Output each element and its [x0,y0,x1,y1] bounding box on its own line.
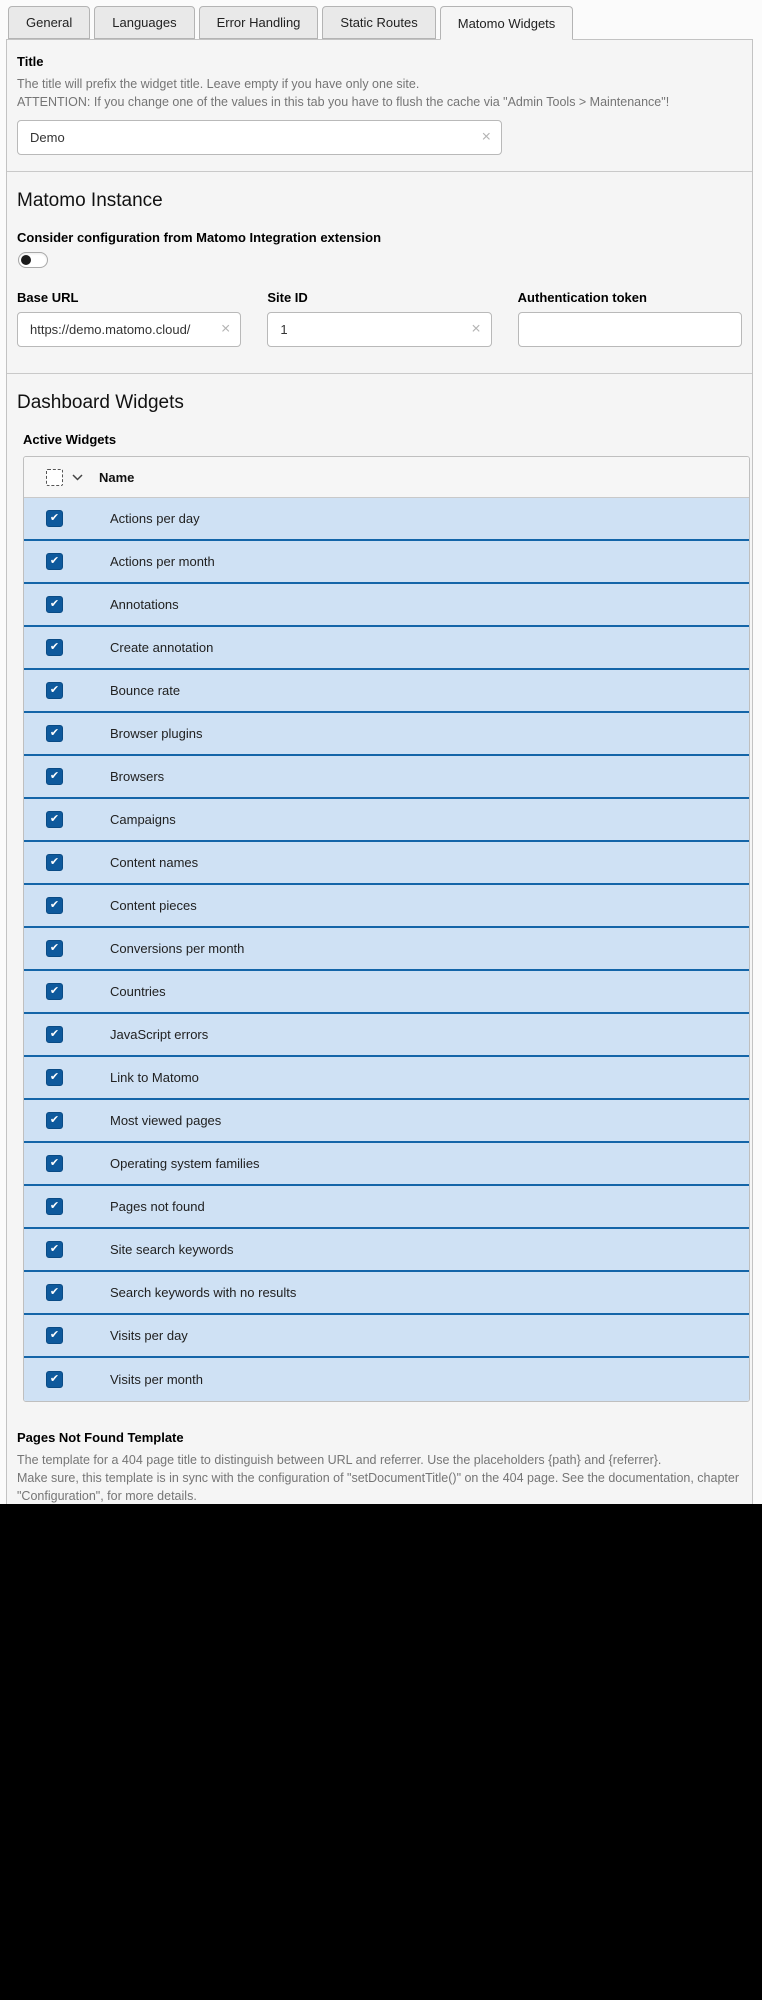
select-all-checkbox[interactable] [46,469,63,486]
checked-checkbox-icon[interactable]: ✔ [46,1371,63,1388]
tab-languages[interactable]: Languages [94,6,194,39]
widget-name: Content names [110,855,199,870]
widget-name: Pages not found [110,1199,205,1214]
auth-token-input[interactable] [518,312,742,347]
widget-name: Browser plugins [110,726,203,741]
tab-matomo-widgets[interactable]: Matomo Widgets [440,6,574,40]
widget-name: Countries [110,984,166,999]
widget-row[interactable] [24,885,749,928]
widget-row[interactable] [24,713,749,756]
base-url-field [17,290,241,347]
checked-checkbox-icon[interactable]: ✔ [46,1284,63,1301]
widget-name: Link to Matomo [110,1070,199,1085]
tab-error-handling[interactable]: Error Handling [199,6,319,39]
site-id-label: Site ID [267,290,308,305]
widget-row[interactable] [24,971,749,1014]
toggle-knob [21,255,31,265]
checked-checkbox-icon[interactable]: ✔ [46,510,63,527]
widget-row[interactable] [24,498,749,541]
checked-checkbox-icon[interactable]: ✔ [46,811,63,828]
checked-checkbox-icon[interactable]: ✔ [46,1112,63,1129]
widget-row[interactable] [24,799,749,842]
checked-checkbox-icon[interactable]: ✔ [46,854,63,871]
pnf-description-line2: Make sure, this template is in sync with the configuration of "setDocumentTitle()" on the 404 page. See the documentation, chapter [17,1471,739,1485]
widget-row[interactable] [24,584,749,627]
title-description-line2: ATTENTION: If you change one of the values in this tab you have to flush the cache via "Admin Tools > Maintenance"! [17,95,670,109]
widget-name: Create annotation [110,640,214,655]
widget-name: Bounce rate [110,683,181,698]
checked-checkbox-icon[interactable]: ✔ [46,768,63,785]
checked-checkbox-icon[interactable]: ✔ [46,983,63,1000]
checked-checkbox-icon[interactable]: ✔ [46,1327,63,1344]
checked-checkbox-icon[interactable]: ✔ [46,1069,63,1086]
pages-not-found-block [17,1430,742,1504]
widget-name: Most viewed pages [110,1113,222,1128]
checked-checkbox-icon[interactable]: ✔ [46,639,63,656]
dashboard-widgets-section [7,373,752,1504]
widget-name: Search keywords with no results [110,1285,297,1300]
pages-not-found-label: Pages Not Found Template [17,1430,184,1445]
widget-name: Visits per day [110,1328,188,1343]
widget-row[interactable] [24,1143,749,1186]
checked-checkbox-icon[interactable]: ✔ [46,1198,63,1215]
checked-checkbox-icon[interactable]: ✔ [46,596,63,613]
title-input[interactable] [17,120,502,155]
widget-row[interactable] [24,1358,749,1401]
widget-row[interactable] [24,928,749,971]
matomo-instance-heading: Matomo Instance [17,190,163,211]
widget-row[interactable] [24,842,749,885]
widget-name: Site search keywords [110,1242,234,1257]
active-widgets-table [23,456,750,1402]
widget-name: Content pieces [110,898,197,913]
base-url-label: Base URL [17,290,79,305]
widget-row[interactable] [24,1057,749,1100]
tab-general[interactable]: General [8,6,90,39]
widgets-table-body [24,498,749,1401]
checked-checkbox-icon[interactable]: ✔ [46,1155,63,1172]
widget-row[interactable] [24,627,749,670]
consider-configuration-label: Consider configuration from Matomo Integration extension [17,230,382,245]
auth-token-label: Authentication token [517,290,647,305]
checked-checkbox-icon[interactable]: ✔ [46,1026,63,1043]
checked-checkbox-icon[interactable]: ✔ [46,553,63,570]
widget-name: Browsers [110,769,165,784]
widget-row[interactable] [24,1229,749,1272]
tab-content-panel [6,39,753,1504]
widget-row[interactable] [24,1186,749,1229]
widget-name: Actions per day [110,511,200,526]
checked-checkbox-icon[interactable]: ✔ [46,682,63,699]
widget-row[interactable] [24,756,749,799]
checked-checkbox-icon[interactable]: ✔ [46,940,63,957]
title-section [7,40,752,171]
pnf-description-line3: "Configuration", for more details. [17,1489,197,1503]
clear-icon[interactable]: × [220,320,231,338]
widget-row[interactable] [24,1100,749,1143]
instance-fields [17,290,742,357]
checked-checkbox-icon[interactable]: ✔ [46,1241,63,1258]
site-id-field [267,290,491,347]
widget-name: Operating system families [110,1156,260,1171]
widget-name: Visits per month [110,1372,203,1387]
base-url-input[interactable] [17,312,241,347]
active-widgets-label: Active Widgets [23,432,117,447]
clear-icon[interactable]: × [481,128,491,146]
widget-name: Actions per month [110,554,215,569]
widget-row[interactable] [24,541,749,584]
title-description-line1: The title will prefix the widget title. Leave empty if you have only one site. [17,77,420,91]
matomo-instance-section [7,171,752,373]
pnf-description-line1: The template for a 404 page title to distinguish between URL and referrer. Use the placeholders {path} and {referrer}. [17,1453,662,1467]
dashboard-widgets-heading: Dashboard Widgets [17,392,184,413]
widget-name: Conversions per month [110,941,245,956]
widget-name: Annotations [110,597,179,612]
consider-configuration-toggle[interactable] [18,252,48,268]
checked-checkbox-icon[interactable]: ✔ [46,725,63,742]
widget-row[interactable] [24,1014,749,1057]
chevron-down-icon[interactable] [72,474,83,481]
name-column-header[interactable]: Name [99,469,135,485]
title-label: Title [17,54,44,69]
widget-name: Campaigns [110,812,176,827]
tab-bar [0,0,762,39]
clear-icon[interactable]: × [471,320,481,338]
widgets-table-header [24,457,749,498]
widget-name: JavaScript errors [110,1027,209,1042]
widget-row[interactable] [24,670,749,713]
site-id-input[interactable] [267,312,491,347]
widget-row[interactable] [24,1272,749,1315]
tab-static-routes[interactable]: Static Routes [322,6,435,39]
widget-row[interactable] [24,1315,749,1358]
checked-checkbox-icon[interactable]: ✔ [46,897,63,914]
auth-token-field [518,290,742,347]
